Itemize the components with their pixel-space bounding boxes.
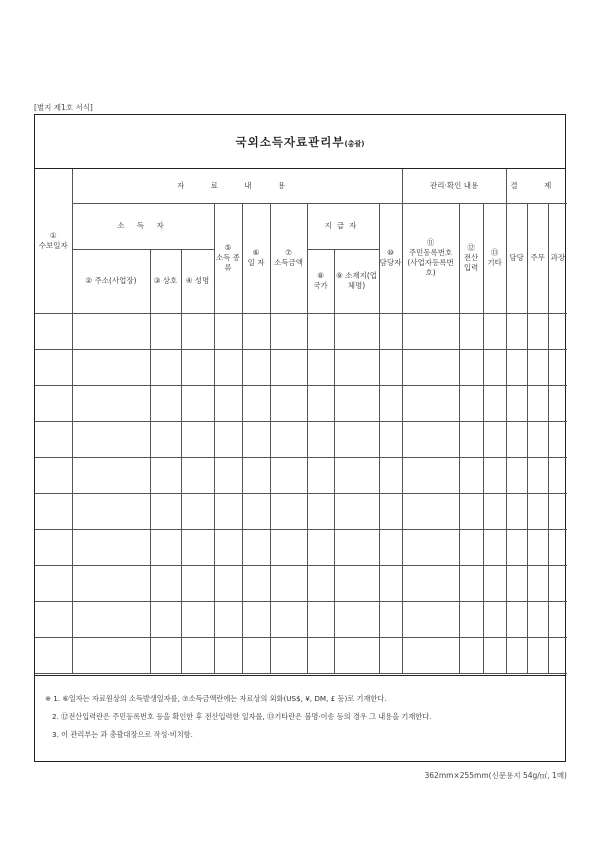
entry-cell[interactable]: [379, 350, 402, 386]
entry-cell[interactable]: [270, 314, 307, 350]
entry-cell[interactable]: [459, 602, 483, 638]
entry-cell[interactable]: [334, 602, 379, 638]
form-number-label: [별지 제1호 서식]: [34, 103, 93, 112]
entry-cell[interactable]: [270, 422, 307, 458]
entry-cell[interactable]: [402, 566, 459, 602]
entry-cell[interactable]: [150, 458, 181, 494]
entry-cell[interactable]: [181, 602, 214, 638]
entry-cell[interactable]: [181, 458, 214, 494]
entry-cell[interactable]: [181, 350, 214, 386]
entry-cell[interactable]: [214, 602, 242, 638]
entry-cell[interactable]: [548, 638, 567, 674]
entry-cell[interactable]: [150, 530, 181, 566]
approval-header: 결 제: [506, 169, 567, 203]
income-earner-header: 소 득 자: [72, 203, 214, 249]
entry-cell[interactable]: [35, 530, 72, 566]
entry-cell[interactable]: [214, 458, 242, 494]
entry-cell[interactable]: [270, 566, 307, 602]
entry-cell[interactable]: [242, 602, 270, 638]
entry-cell[interactable]: [527, 602, 548, 638]
approval-chief: 주무: [527, 203, 548, 313]
table-row: [35, 350, 567, 386]
entry-cell[interactable]: [307, 602, 334, 638]
entry-cell[interactable]: [181, 386, 214, 422]
rrn-header: ⑪ 주민등록번호 (사업자등록번호): [402, 203, 459, 313]
entry-cell[interactable]: [150, 350, 181, 386]
entry-cell[interactable]: [402, 530, 459, 566]
entry-cell[interactable]: [506, 566, 527, 602]
entry-cell[interactable]: [307, 530, 334, 566]
entry-cell[interactable]: [548, 566, 567, 602]
entry-cell[interactable]: [527, 530, 548, 566]
entry-cell[interactable]: [379, 530, 402, 566]
table-row: [35, 422, 567, 458]
entry-cell[interactable]: [402, 494, 459, 530]
entry-cell[interactable]: [307, 494, 334, 530]
entry-cell[interactable]: [379, 602, 402, 638]
entry-cell[interactable]: [307, 458, 334, 494]
entry-cell[interactable]: [242, 314, 270, 350]
entry-cell[interactable]: [459, 566, 483, 602]
entry-cell[interactable]: [402, 314, 459, 350]
entry-cell[interactable]: [307, 566, 334, 602]
entry-cell[interactable]: [35, 314, 72, 350]
entry-cell[interactable]: [334, 386, 379, 422]
entry-cell[interactable]: [548, 386, 567, 422]
computer-input-header: ⑫ 전산 입력: [459, 203, 483, 313]
entry-cell[interactable]: [483, 494, 506, 530]
entry-cell[interactable]: [214, 422, 242, 458]
table-row: [35, 314, 567, 350]
entry-cell[interactable]: [242, 638, 270, 674]
entry-cell[interactable]: [548, 530, 567, 566]
entry-cell[interactable]: [35, 602, 72, 638]
entry-cell[interactable]: [506, 530, 527, 566]
entry-cell[interactable]: [242, 566, 270, 602]
entry-cell[interactable]: [270, 386, 307, 422]
entry-cell[interactable]: [150, 314, 181, 350]
title-area: [35, 115, 565, 169]
manager-header: ⑩ 담당자: [379, 203, 402, 313]
form-title-suffix: (총괄): [344, 139, 365, 148]
entry-cell[interactable]: [459, 386, 483, 422]
entry-cell[interactable]: [548, 602, 567, 638]
entry-cell[interactable]: [35, 350, 72, 386]
entry-cell[interactable]: [379, 638, 402, 674]
entry-cell[interactable]: [214, 530, 242, 566]
entry-cell[interactable]: [548, 314, 567, 350]
entry-cell[interactable]: [35, 638, 72, 674]
table-row: [35, 566, 567, 602]
entry-cell[interactable]: [150, 386, 181, 422]
receipt-date-header: ① 수보일자: [35, 169, 72, 313]
entry-cell[interactable]: [483, 638, 506, 674]
entry-cell[interactable]: [334, 530, 379, 566]
entry-cell[interactable]: [459, 422, 483, 458]
entry-cell[interactable]: [242, 494, 270, 530]
entry-cell[interactable]: [35, 458, 72, 494]
entry-cell[interactable]: [334, 638, 379, 674]
entry-cell[interactable]: [270, 494, 307, 530]
country-header: ⑧ 국가: [307, 249, 334, 313]
location-header: ⑨ 소재지(업체명): [334, 249, 379, 313]
entry-cell[interactable]: [506, 422, 527, 458]
entry-cell[interactable]: [214, 350, 242, 386]
entry-cell[interactable]: [527, 566, 548, 602]
entry-cell[interactable]: [307, 638, 334, 674]
trade-name-header: ③ 상호: [150, 249, 181, 313]
entry-cell[interactable]: [35, 566, 72, 602]
payer-header: 지급자: [307, 203, 379, 249]
entry-cell[interactable]: [242, 422, 270, 458]
note-1: ※ 1. ⑥일자는 자료원상의 소득발생일자를, ⑦소득금액란에는 자료상의 외화(US$, ¥, DM, £ 등)로 기재한다.: [45, 694, 387, 703]
entry-cell[interactable]: [181, 494, 214, 530]
table-row: [35, 602, 567, 638]
entry-cell[interactable]: [548, 422, 567, 458]
entry-cell[interactable]: [483, 458, 506, 494]
entry-cell[interactable]: [307, 422, 334, 458]
entry-cell[interactable]: [35, 422, 72, 458]
entry-cell[interactable]: [527, 458, 548, 494]
table-row: [35, 530, 567, 566]
entry-cell[interactable]: [270, 638, 307, 674]
entry-cell[interactable]: [181, 530, 214, 566]
entry-cell[interactable]: [459, 350, 483, 386]
entry-cell[interactable]: [35, 386, 72, 422]
address-header: ② 주소(사업장): [72, 249, 150, 313]
entry-cell[interactable]: [72, 458, 150, 494]
entry-cell[interactable]: [483, 314, 506, 350]
entry-cell[interactable]: [548, 350, 567, 386]
entry-cell[interactable]: [459, 458, 483, 494]
entry-cell[interactable]: [242, 386, 270, 422]
entry-cell[interactable]: [35, 494, 72, 530]
entry-cell[interactable]: [334, 422, 379, 458]
entry-cell[interactable]: [72, 566, 150, 602]
table-row: [35, 458, 567, 494]
entry-cell[interactable]: [307, 314, 334, 350]
entry-cell[interactable]: [150, 638, 181, 674]
entry-cell[interactable]: [181, 422, 214, 458]
entry-cell[interactable]: [506, 602, 527, 638]
note-3: 3. 이 관리부는 과 총괄대장으로 작성·비치함.: [52, 730, 193, 739]
table-row: [35, 386, 567, 422]
entry-cell[interactable]: [270, 530, 307, 566]
entry-cell[interactable]: [181, 638, 214, 674]
entry-cell[interactable]: [150, 494, 181, 530]
entry-cell[interactable]: [402, 386, 459, 422]
entry-cell[interactable]: [72, 602, 150, 638]
entry-cell[interactable]: [334, 458, 379, 494]
management-header: 관리·확인 내용: [402, 169, 506, 203]
etc-header: ⑬ 기타: [483, 203, 506, 313]
entry-cell[interactable]: [459, 314, 483, 350]
entry-cell[interactable]: [548, 458, 567, 494]
entry-cell[interactable]: [402, 638, 459, 674]
entry-cell[interactable]: [270, 458, 307, 494]
entry-cell[interactable]: [181, 566, 214, 602]
entry-cell[interactable]: [242, 530, 270, 566]
entry-cell[interactable]: [379, 314, 402, 350]
entry-cell[interactable]: [379, 566, 402, 602]
entry-cell[interactable]: [527, 638, 548, 674]
entry-cell[interactable]: [72, 638, 150, 674]
note-2: 2. ⑫전산입력란은 주민등록번호 등을 확인한 후 전산입력한 일자를, ⑬기타란은 불명·이송 등의 경우 그 내용을 기재한다.: [52, 712, 432, 721]
entry-cell[interactable]: [379, 458, 402, 494]
entry-cell[interactable]: [402, 602, 459, 638]
ledger-table: [35, 169, 567, 314]
entry-cell[interactable]: [72, 314, 150, 350]
entry-cell[interactable]: [334, 314, 379, 350]
paper-size-note: 362mm×255mm(신문용지 54g/㎡, 1매): [424, 771, 567, 780]
entry-cell[interactable]: [506, 314, 527, 350]
entry-cell[interactable]: [242, 350, 270, 386]
name-header: ④ 성명: [181, 249, 214, 313]
entry-cell[interactable]: [334, 566, 379, 602]
entry-cell[interactable]: [214, 386, 242, 422]
entry-cell[interactable]: [527, 422, 548, 458]
entry-cell[interactable]: [72, 530, 150, 566]
entry-cell[interactable]: [527, 386, 548, 422]
entry-cell[interactable]: [506, 638, 527, 674]
entry-cell[interactable]: [214, 314, 242, 350]
entry-cell[interactable]: [150, 422, 181, 458]
entry-cell[interactable]: [214, 638, 242, 674]
entry-cell[interactable]: [270, 602, 307, 638]
entry-cell[interactable]: [483, 530, 506, 566]
table-row: [35, 638, 567, 674]
entry-cell[interactable]: [506, 386, 527, 422]
entry-cell[interactable]: [483, 602, 506, 638]
entry-cell[interactable]: [307, 386, 334, 422]
entry-cell[interactable]: [72, 422, 150, 458]
entry-cell[interactable]: [270, 350, 307, 386]
entry-cell[interactable]: [548, 494, 567, 530]
entry-cell[interactable]: [214, 494, 242, 530]
entry-cell[interactable]: [402, 458, 459, 494]
data-contents-header: 자 료 내 용: [72, 169, 402, 203]
approval-director: 과장: [548, 203, 567, 313]
entry-cell[interactable]: [72, 350, 150, 386]
notes-section: [35, 675, 565, 762]
entry-cell[interactable]: [402, 422, 459, 458]
ledger-form: [34, 114, 566, 762]
entry-cell[interactable]: [483, 422, 506, 458]
entry-cell[interactable]: [242, 458, 270, 494]
entry-cell[interactable]: [402, 350, 459, 386]
form-title: 국외소득자료관리부(총괄): [235, 134, 365, 149]
ledger-body: [35, 313, 567, 674]
entry-cell[interactable]: [527, 350, 548, 386]
entry-cell[interactable]: [379, 494, 402, 530]
entry-cell[interactable]: [307, 350, 334, 386]
entry-cell[interactable]: [72, 386, 150, 422]
entry-cell[interactable]: [506, 350, 527, 386]
entry-cell[interactable]: [483, 386, 506, 422]
entry-cell[interactable]: [506, 458, 527, 494]
entry-cell[interactable]: [72, 494, 150, 530]
approval-staff: 담당: [506, 203, 527, 313]
entry-cell[interactable]: [181, 314, 214, 350]
entry-cell[interactable]: [150, 602, 181, 638]
entry-cell[interactable]: [483, 566, 506, 602]
date-header: ⑥ 일 자: [242, 203, 270, 313]
entry-cell[interactable]: [334, 350, 379, 386]
entry-cell[interactable]: [379, 422, 402, 458]
entry-cell[interactable]: [214, 566, 242, 602]
entry-cell[interactable]: [527, 494, 548, 530]
amount-header: ⑦ 소득금액: [270, 203, 307, 313]
entry-cell[interactable]: [459, 530, 483, 566]
table-row: [35, 494, 567, 530]
entry-cell[interactable]: [483, 350, 506, 386]
entry-cell[interactable]: [150, 566, 181, 602]
entry-cell[interactable]: [459, 494, 483, 530]
income-type-header: ⑤ 소득 종류: [214, 203, 242, 313]
entry-cell[interactable]: [527, 314, 548, 350]
entry-cell[interactable]: [334, 494, 379, 530]
entry-cell[interactable]: [459, 638, 483, 674]
entry-cell[interactable]: [506, 494, 527, 530]
entry-cell[interactable]: [379, 386, 402, 422]
